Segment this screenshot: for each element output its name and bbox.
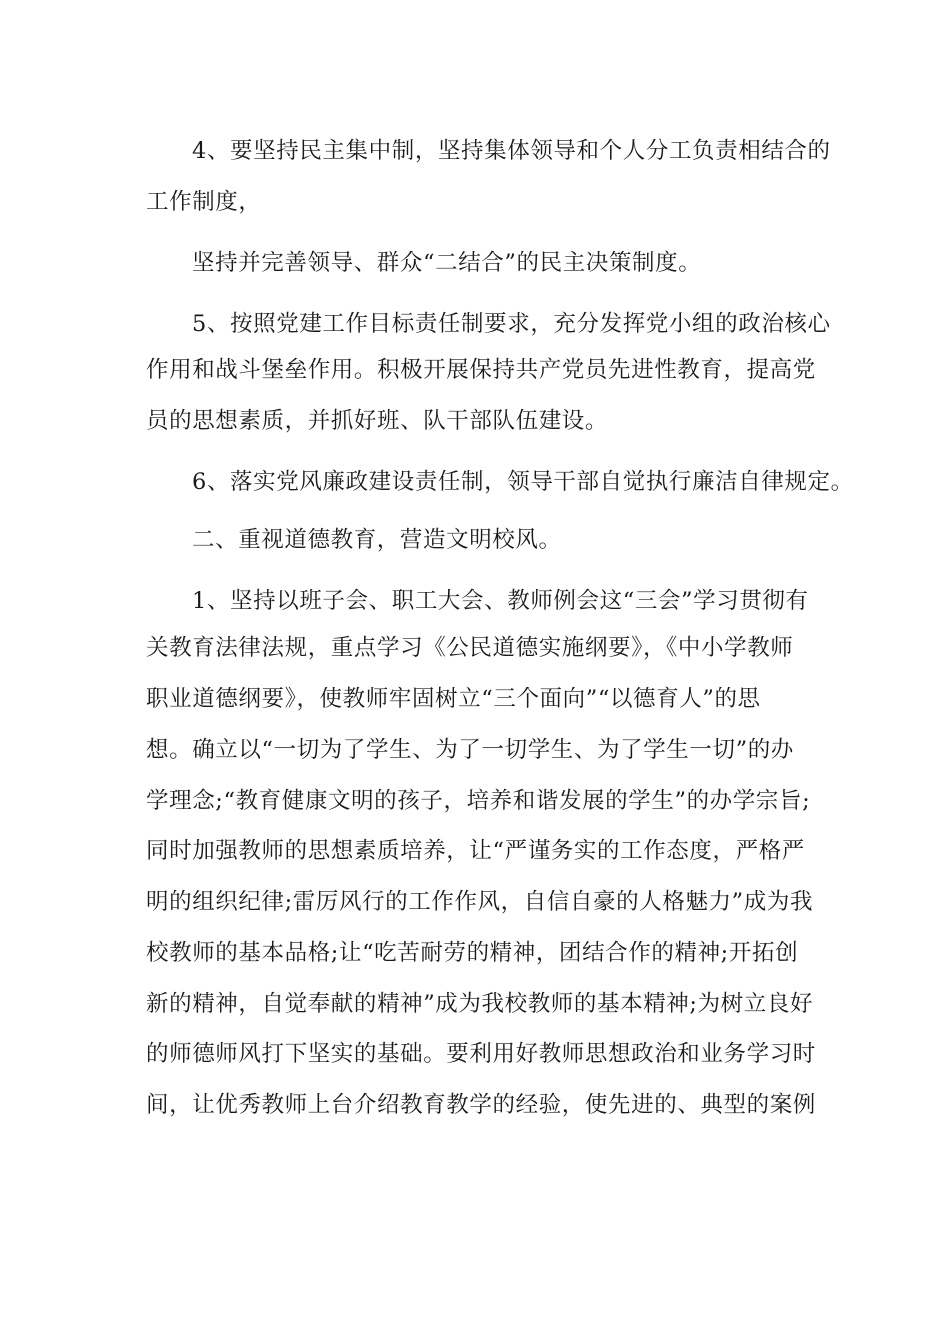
paragraph-1-line-4: 想。确立以“一切为了学生、为了一切学生、为了学生一切”的办 xyxy=(146,737,794,763)
paragraph-5-line-2: 作用和战斗堡垒作用。积极开展保持共产党员先进性教育，提高党 xyxy=(146,357,816,383)
paragraph-1-line-1: 1、坚持以班子会、职工大会、教师例会这“三会”学习贯彻有 xyxy=(192,588,809,614)
paragraph-6-line-1: 6、落实党风廉政建设责任制，领导干部自觉执行廉洁自律规定。 xyxy=(192,469,854,495)
paragraph-1-line-7: 明的组织纪律;雷厉风行的工作作风，自信自豪的人格魅力”成为我 xyxy=(146,889,814,915)
paragraph-1-line-10: 的师德师风打下坚实的基础。要利用好教师思想政治和业务学习时 xyxy=(146,1041,816,1067)
paragraph-4-line-1: 4、要坚持民主集中制，坚持集体领导和个人分工负责相结合的 xyxy=(192,138,831,164)
section-heading-2: 二、重视道德教育，营造文明校风。 xyxy=(192,527,562,553)
paragraph-1-line-9: 新的精神，自觉奉献的精神”成为我校教师的基本精神;为树立良好 xyxy=(146,991,814,1017)
paragraph-1-line-8: 校教师的基本品格;让“吃苦耐劳的精神，团结合作的精神;开拓创 xyxy=(146,940,799,966)
paragraph-1-line-5: 学理念;“教育健康文明的孩子，培养和谐发展的学生”的办学宗旨; xyxy=(146,788,811,814)
paragraph-5-line-1: 5、按照党建工作目标责任制要求，充分发挥党小组的政治核心 xyxy=(192,311,831,337)
paragraph-5-line-3: 员的思想素质，并抓好班、队干部队伍建设。 xyxy=(146,408,609,434)
paragraph-1-line-11: 间，让优秀教师上台介绍教育教学的经验，使先进的、典型的案例 xyxy=(146,1092,816,1118)
paragraph-1-line-2: 关教育法律法规，重点学习《公民道德实施纲要》，《中小学教师 xyxy=(146,635,794,661)
paragraph-4-line-2: 工作制度， xyxy=(146,189,262,215)
paragraph-decision-line: 坚持并完善领导、群众“二结合”的民主决策制度。 xyxy=(192,250,702,276)
paragraph-1-line-6: 同时加强教师的思想素质培养，让“严谨务实的工作态度，严格严 xyxy=(146,838,805,864)
paragraph-1-line-3: 职业道德纲要》，使教师牢固树立“三个面向”“以德育人”的思 xyxy=(146,686,761,712)
